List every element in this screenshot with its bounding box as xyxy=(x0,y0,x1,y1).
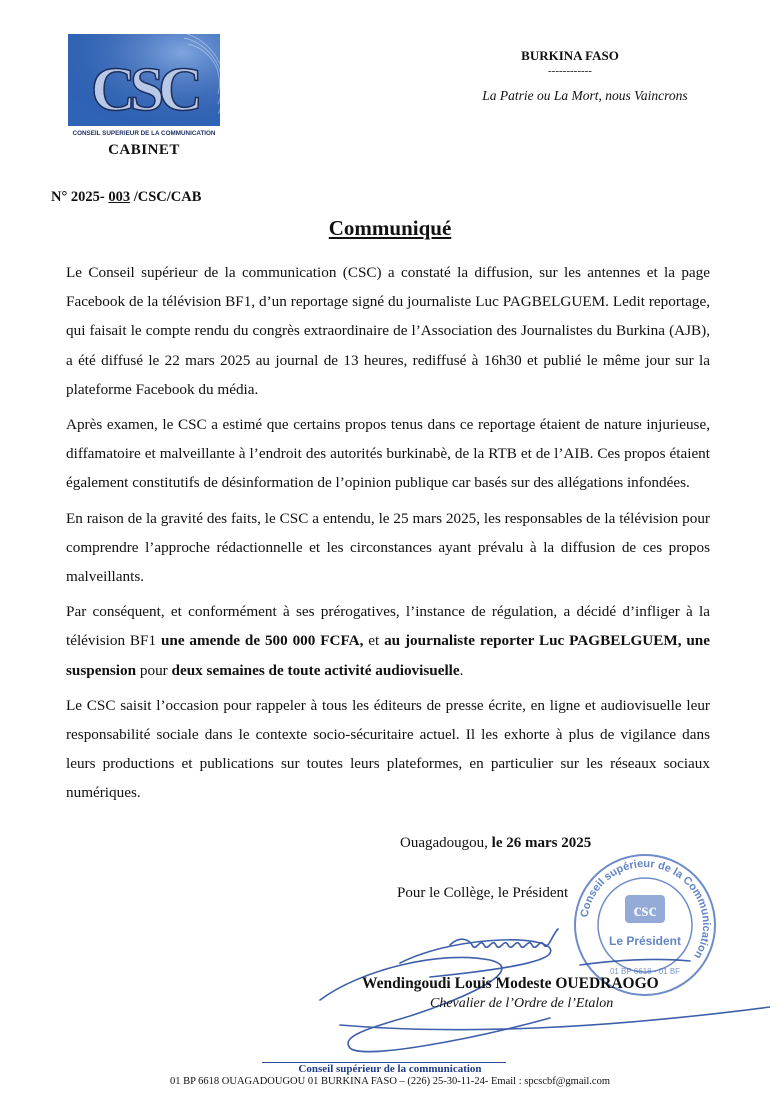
paragraph-3: En raison de la gravité des faits, le CSC a entendu, le 25 mars 2025, les responsables de la télévision pour comprendre l’approche rédactionnelle et les circonstances ayant prévalu à la diffusion de ces propos malveillants. xyxy=(66,509,710,586)
logo-caption: CONSEIL SUPERIEUR DE LA COMMUNICATION xyxy=(72,130,216,137)
footer-address: 01 BP 6618 OUAGADOUGOU 01 BURKINA FASO – (226) 25-30-11-24- Email : spcscbf@gmail.com xyxy=(169,1076,611,1087)
paragraph-1: Le Conseil supérieur de la communication (CSC) a constaté la diffusion, sur les antennes et la page Facebook de la télévision BF1, d’un reportage signé du journaliste Luc PAGBELGUEM. Ledit reportage, qui faisait le compte rendu du congrès extraordinaire de l’Association des Journalistes du Burkina (AJB), a été diffusé le 22 mars 2025 au journal de 13 heures, rediffusé à 16h30 et publié le même jour sur la plateforme Facebook du média. xyxy=(66,264,710,398)
csc-logo xyxy=(68,34,220,138)
stamp-center-text: Le Président xyxy=(608,934,682,948)
logo-monogram: CSC xyxy=(90,56,198,124)
p4-text-1: Par conséquent, et conformément à ses prérogatives, l’instance de régulation, a décidé d’infliger à la télévision BF1 xyxy=(66,603,710,650)
communique-body xyxy=(66,258,710,814)
p4-text-2: et xyxy=(363,632,385,650)
p4-text-3: pour xyxy=(136,661,172,679)
p4-text-4: . xyxy=(459,661,464,679)
signatory-name: Wendingoudi Louis Modeste OUEDRAOGO xyxy=(362,975,659,992)
reference-sequence: 003 xyxy=(108,189,131,205)
country-name: BURKINA FASO xyxy=(521,48,619,63)
signatory-distinction: Chevalier de l’Ordre de l’Etalon xyxy=(430,996,614,1011)
place-and-date xyxy=(400,835,591,852)
office-label: CABINET xyxy=(108,142,180,158)
document-title: Communiqué xyxy=(328,216,452,240)
svg-text:csc: csc xyxy=(633,900,657,920)
place: Ouagadougou, xyxy=(400,835,492,851)
paragraph-4 xyxy=(66,597,710,685)
stamp-ring-text: Conseil supérieur de la Communication xyxy=(578,857,713,961)
country-divider: ------------ xyxy=(548,65,592,77)
for-college-line: Pour le Collège, le Président xyxy=(397,885,569,901)
reference-number xyxy=(51,189,201,206)
footer-organization: Conseil supérieur de la communication xyxy=(298,1063,482,1075)
national-motto: La Patrie ou La Mort, nous Vaincrons xyxy=(482,88,688,103)
paragraph-5: Le CSC saisit l’occasion pour rappeler à tous les éditeurs de presse écrite, en ligne et audiovisuelle leur responsabilité sociale dans le contexte socio-sécuritaire actuel. Il les exhorte à plus de vigilance dans leurs productions et publications sur toutes leurs plateformes, en particulier sur les réseaux sociaux numériques. xyxy=(66,696,710,802)
fine-amount: une amende de 500 000 FCFA, xyxy=(160,632,364,650)
journalist-suspension: au journaliste reporter Luc PAGBELGUEM, une suspension xyxy=(66,632,710,679)
reference-suffix: /CSC/CAB xyxy=(130,189,202,205)
paragraph-2: Après examen, le CSC a estimé que certains propos tenus dans ce reportage étaient de nature injurieuse, diffamatoire et malveillante à l’endroit des autorités burkinabè, de la RTB et de l’AIB. Ces propos étaient également constitutifs de désinformation de l’opinion publique car basés sur des allégations infondées. xyxy=(66,416,710,492)
date: le 26 mars 2025 xyxy=(491,835,592,851)
reference-prefix: N° 2025- xyxy=(51,189,109,205)
suspension-duration: deux semaines de toute activité audiovisuelle xyxy=(171,661,460,679)
stamp-bottom-text: 01 BP 6618 - 01 BF xyxy=(609,967,681,976)
